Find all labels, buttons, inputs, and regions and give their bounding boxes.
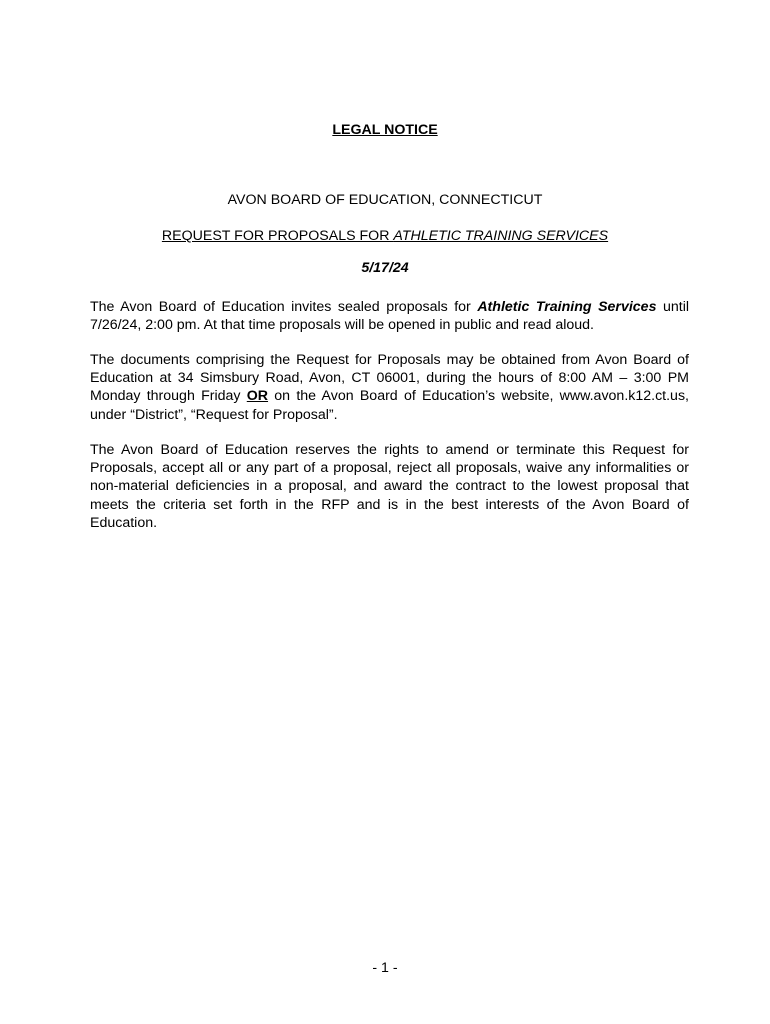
rfp-title <box>0 227 770 245</box>
notice-date: 5/17/24 <box>361 260 409 276</box>
paragraph-invitation-text-2: until 7/26/24, 2:00 pm. At that time proposals will be opened in public and read aloud. <box>90 299 690 334</box>
paragraph-invitation-service: Athletic Training Services <box>477 299 657 315</box>
paragraph-invitation-text-1: The Avon Board of Education invites sealed proposals for <box>90 299 478 315</box>
rfp-title-prefix: REQUEST FOR PROPOSALS FOR <box>161 228 394 244</box>
organization-title: AVON BOARD OF EDUCATION, CONNECTICUT <box>227 192 543 208</box>
rfp-title-subject: ATHLETIC TRAINING SERVICES <box>393 228 609 244</box>
paragraph-documents-text-1: The documents comprising the Request for Proposals may be obtained from Avon Board of Education at 34 Simsbury Road, Avon, CT 06001, during the hours of 8:00 AM – 3:00 PM Monday through Friday <box>90 352 689 405</box>
legal-notice-heading: LEGAL NOTICE <box>332 122 438 138</box>
paragraph-documents <box>90 351 689 424</box>
paragraph-invitation <box>90 298 689 334</box>
page-number: - 1 - <box>372 960 398 976</box>
paragraph-rights: The Avon Board of Education reserves the rights to amend or terminate this Request for Proposals, accept all or any part of a proposal, reject all proposals, waive any informalities or non-material deficiencies in a proposal, and award the contract to the lowest proposal that meets the criteria set forth in the RFP and is in the best interests of the Avon Board of Education. <box>90 442 689 531</box>
paragraph-documents-text-2: on the Avon Board of Education’s website, www.avon.k12.ct.us, under “District”, “Request for Proposal”. <box>90 388 689 423</box>
paragraph-documents-or: OR <box>246 388 269 405</box>
